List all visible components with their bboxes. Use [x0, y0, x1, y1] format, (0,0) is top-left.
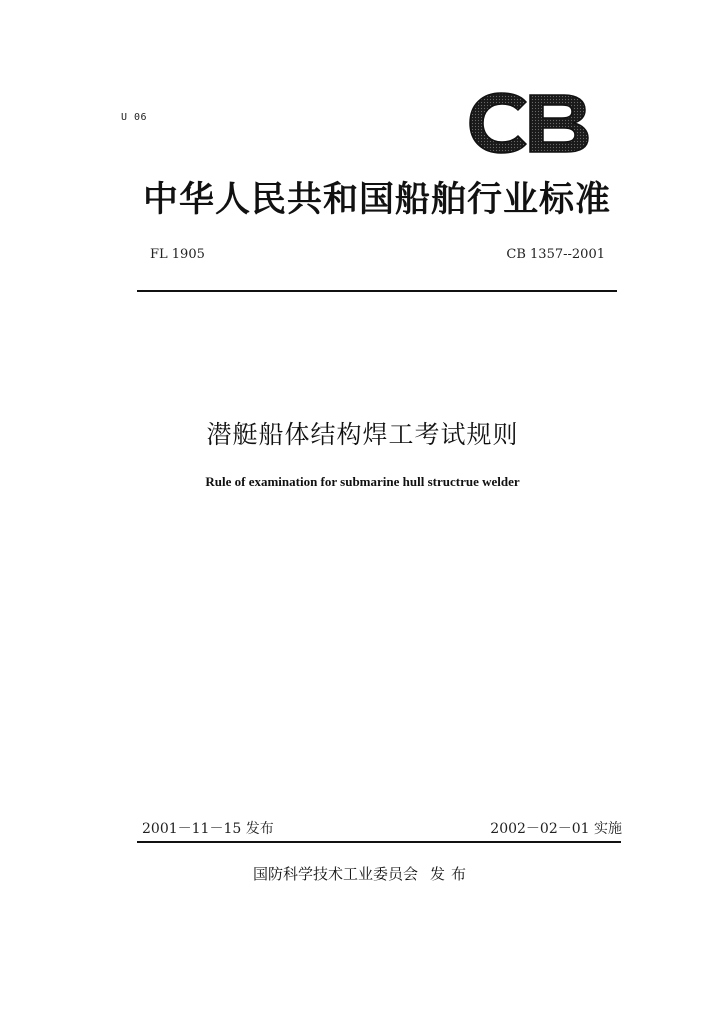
document-title-chinese: 潜艇船体结构焊工考试规则	[206, 420, 519, 449]
cb-logo	[468, 92, 590, 154]
issuer-name: 国防科学技术工业委员会	[252, 865, 418, 883]
ics-code: U 06	[121, 112, 148, 123]
category-number: FL 1905	[150, 247, 205, 262]
header-divider	[137, 290, 617, 292]
footer-divider	[137, 841, 621, 843]
issuer-line	[0, 863, 725, 884]
issue-date: 2001－11－15 发布	[142, 821, 274, 837]
standard-number: CB 1357--2001	[506, 247, 605, 262]
issuer-action: 发布	[430, 865, 473, 883]
standard-heading: 中华人民共和国船舶行业标准	[143, 180, 612, 220]
implementation-date: 2002－02－01 实施	[490, 821, 622, 837]
document-title-english: Rule of examination for submarine hull structrue welder	[205, 474, 520, 489]
